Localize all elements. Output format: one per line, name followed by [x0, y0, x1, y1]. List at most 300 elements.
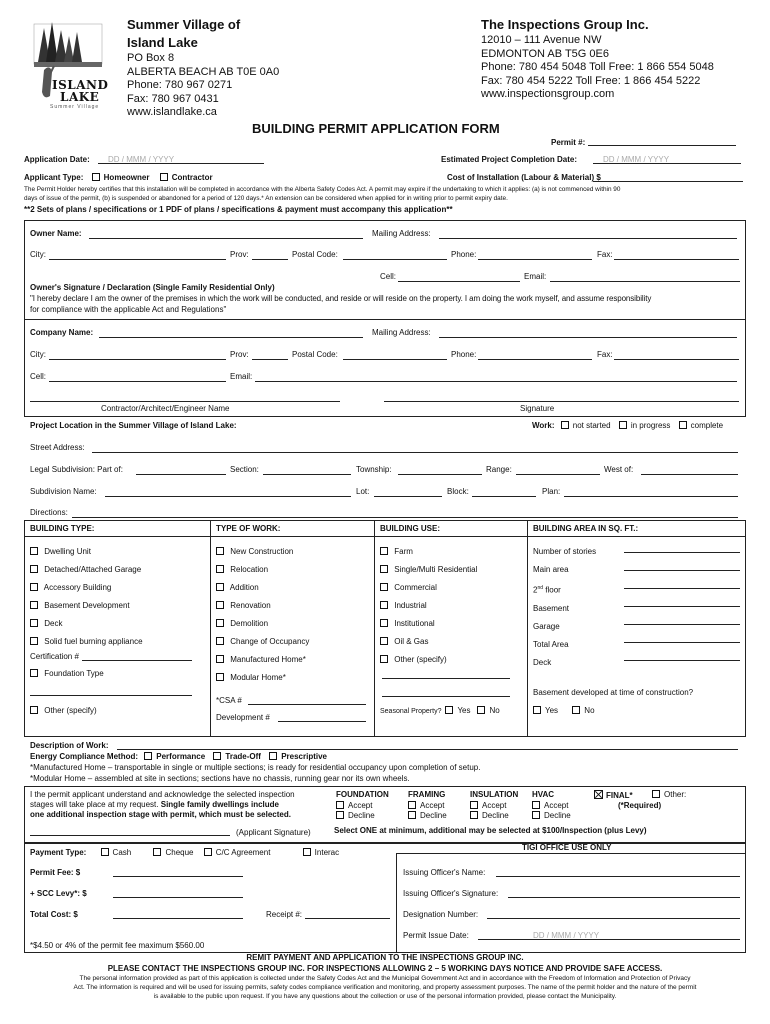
grid-col-line: [374, 520, 375, 736]
other-specify-label: Other (specify): [44, 706, 97, 715]
hvac-header: HVAC: [532, 790, 555, 799]
municipality-name-line1: Summer Village of: [127, 17, 241, 32]
oil-gas-checkbox[interactable]: [380, 637, 388, 645]
commercial-checkbox[interactable]: [380, 583, 388, 591]
grid-right-border: [745, 520, 746, 736]
company-prov-label: Prov:: [230, 350, 249, 359]
basement-area-field[interactable]: [624, 606, 740, 607]
development-label: Development #: [216, 713, 270, 722]
garage-area-label: Garage: [533, 621, 560, 631]
list-item[interactable]: [380, 651, 477, 669]
section-label: Section:: [230, 465, 259, 474]
building-area-list: [533, 543, 596, 672]
signature-caption: Signature: [520, 404, 555, 413]
grid-bottom-line: [24, 736, 746, 737]
company-prov-field[interactable]: [252, 359, 288, 360]
seasonal-yes-checkbox[interactable]: [445, 706, 453, 714]
owner-phone-label: Phone:: [451, 250, 477, 259]
foundation-decline-checkbox[interactable]: [336, 811, 344, 819]
owner-declaration-line1: "I hereby declare I am the owner of the premises in which the work will be conducted, and reside or will reside on the property. I am doing the work myself, and assume responsibility: [30, 294, 652, 303]
relocation-label: Relocation: [230, 565, 269, 574]
payment-type-row: [30, 848, 339, 857]
company-mailing-field[interactable]: [439, 337, 737, 338]
other-inspection-checkbox[interactable]: [652, 790, 660, 798]
list-item[interactable]: [380, 543, 477, 561]
cheque-label: Cheque: [165, 848, 194, 857]
company-email-field[interactable]: [255, 381, 737, 382]
trade-off-checkbox[interactable]: [213, 752, 221, 760]
foundation-accept-checkbox[interactable]: [336, 801, 344, 809]
issuing-officer-label: Issuing Officer's Name:: [403, 868, 486, 877]
csa-label: *CSA #: [216, 696, 242, 705]
homeowner-label: Homeowner: [103, 173, 150, 182]
performance-checkbox[interactable]: [144, 752, 152, 760]
list-item[interactable]: [380, 597, 477, 615]
cash-checkbox[interactable]: [101, 848, 109, 856]
institutional-checkbox[interactable]: [380, 619, 388, 627]
grid-top-line: [24, 520, 746, 521]
deck-area-label: Deck: [533, 657, 552, 667]
owner-fax-field[interactable]: [614, 259, 739, 260]
privacy-notice-line3: is available to the public upon request. If you have any questions about the collection or use of the personal information provided, please contact the Municipality.: [153, 993, 617, 1000]
company-mailing-label: Mailing Address:: [372, 328, 431, 337]
foundation-type-checkbox[interactable]: [30, 669, 38, 677]
fax-line: Fax: 780 454 5222 Toll Free: 1 866 454 5222: [481, 74, 701, 87]
contractor-checkbox[interactable]: [160, 173, 168, 181]
second-floor-suffix: nd: [537, 585, 544, 591]
change-occupancy-label: Change of Occupancy: [230, 637, 310, 646]
designation-number-field[interactable]: [487, 918, 740, 919]
number-of-stories-label: Number of stories: [533, 547, 597, 556]
municipality-address: [127, 52, 279, 120]
list-item[interactable]: [380, 579, 477, 597]
owner-declaration-line2: for compliance with the applicable Act and Regulations": [30, 305, 227, 314]
seasonal-property-label: Seasonal Property?: [380, 708, 442, 715]
demolition-checkbox[interactable]: [216, 619, 224, 627]
address-line: 12010 – 111 Avenue NW: [481, 34, 602, 46]
energy-compliance-row: [30, 752, 327, 761]
building-use-list: [380, 543, 477, 669]
accessory-building-checkbox[interactable]: [30, 583, 38, 591]
framing-accept-checkbox[interactable]: [408, 801, 416, 809]
modular-home-label: Modular Home*: [230, 673, 286, 682]
complete-label: complete: [690, 421, 724, 430]
dwelling-unit-label: Dwelling Unit: [44, 547, 91, 556]
manufactured-home-label: Manufactured Home*: [230, 655, 306, 664]
second-floor-field[interactable]: [624, 588, 740, 589]
fax-line: Fax: 780 967 0431: [127, 92, 219, 105]
other-specify-checkbox[interactable]: [30, 706, 38, 714]
energy-compliance-label: Energy Compliance Method:: [30, 752, 139, 761]
scc-levy-label: + SCC Levy*: $: [30, 889, 87, 898]
permit-issue-date-underline: [478, 939, 740, 940]
foundation-header: FOUNDATION: [336, 790, 389, 799]
installation-cost-field[interactable]: [593, 181, 743, 182]
accessory-building-label: Accessory Building: [43, 583, 112, 592]
work-status-label: Work:: [532, 421, 555, 430]
description-label: Description of Work:: [30, 741, 109, 750]
seasonal-yes-label: Yes: [457, 706, 471, 715]
basement-development-label: Basement Development: [44, 601, 130, 610]
range-label: Range:: [486, 465, 512, 474]
payment-type-label: Payment Type:: [30, 848, 87, 857]
basement-yes-checkbox[interactable]: [533, 706, 541, 714]
in-progress-checkbox[interactable]: [619, 421, 627, 429]
company-cell-label: Cell:: [30, 372, 47, 381]
list-item[interactable]: [216, 543, 309, 561]
contractor-label: Contractor: [171, 173, 213, 182]
industrial-checkbox[interactable]: [380, 601, 388, 609]
company-postal-field[interactable]: [343, 359, 447, 360]
owner-mailing-label: Mailing Address:: [372, 229, 431, 238]
plans-note: **2 Sets of plans / specifications or 1 PDF of plans / specifications & payment must accompany this application**: [24, 205, 453, 214]
company-email-label: Email:: [230, 372, 253, 381]
list-item[interactable]: [30, 543, 143, 561]
inspections-group-name: The Inspections Group Inc.: [481, 17, 649, 32]
list-item[interactable]: [216, 597, 309, 615]
township-field[interactable]: [398, 474, 482, 475]
in-progress-label: in progress: [630, 421, 671, 430]
plan-label: Plan:: [542, 487, 561, 496]
privacy-notice-line1: The personal information provided as part of this application is collected under the Safety Codes Act and the Municipal Government Act and in accordance with the Freedom of Information and Protection of Privacy: [79, 975, 691, 982]
legal-subdivision-label: Legal Subdivision: Part of:: [30, 465, 123, 474]
owner-fax-label: Fax:: [597, 250, 613, 259]
work-status-row: [532, 421, 723, 430]
farm-checkbox[interactable]: [380, 547, 388, 555]
completion-date-label: Estimated Project Completion Date:: [441, 155, 578, 164]
designation-number-label: Designation Number:: [403, 910, 479, 919]
company-fax-field[interactable]: [614, 359, 739, 360]
permit-number-label: Permit #:: [551, 138, 586, 147]
inspection-selection-note: Select ONE at minimum, additional may be selected at $100/Inspection (plus Levy): [334, 826, 647, 835]
use-other-line2[interactable]: [382, 696, 510, 697]
list-item[interactable]: [30, 561, 143, 579]
owner-prov-label: Prov:: [230, 250, 249, 259]
foundation-accept-label: Accept: [348, 801, 373, 810]
basement-yes-label: Yes: [545, 706, 559, 715]
owner-email-field[interactable]: [550, 281, 740, 282]
foundation-type-item[interactable]: [30, 669, 104, 678]
solid-fuel-checkbox[interactable]: [30, 637, 38, 645]
foundation-type-label: Foundation Type: [44, 669, 104, 678]
csa-field[interactable]: [248, 704, 366, 705]
list-item[interactable]: [216, 651, 309, 669]
company-city-field[interactable]: [49, 359, 226, 360]
divider: [24, 416, 746, 417]
list-item[interactable]: [30, 597, 143, 615]
required-note: (*Required): [618, 801, 662, 810]
company-phone-field[interactable]: [478, 359, 592, 360]
building-use-header: BUILDING USE:: [380, 524, 440, 533]
directions-label: Directions:: [30, 508, 68, 517]
lot-field[interactable]: [374, 496, 442, 497]
office-divider: [396, 853, 397, 953]
website-link[interactable]: www.inspectionsgroup.com: [481, 88, 615, 100]
residential-label: Single/Multi Residential: [394, 565, 478, 574]
prescriptive-checkbox[interactable]: [269, 752, 277, 760]
permit-issue-date-label: Permit Issue Date:: [403, 931, 469, 940]
insulation-decline-checkbox[interactable]: [470, 811, 478, 819]
owner-phone-field[interactable]: [478, 259, 592, 260]
permit-fee-field[interactable]: [113, 876, 243, 877]
second-floor-label: [533, 579, 596, 600]
application-date-field[interactable]: DD / MMM / YYYY: [108, 155, 175, 164]
address-line: EDMONTON AB T5G 0E6: [481, 47, 609, 60]
street-address-field[interactable]: [92, 452, 738, 453]
directions-field[interactable]: [72, 517, 738, 518]
logo-tagline: Summer Village: [50, 104, 100, 110]
basement-developed-row: [533, 706, 595, 715]
inspection-acknowledge-line3: one additional inspection stage with permit, which must be selected.: [30, 810, 291, 819]
permit-issue-date-field[interactable]: DD / MMM / YYYY: [533, 931, 600, 940]
insulation-accept-checkbox[interactable]: [470, 801, 478, 809]
contractor-name-field[interactable]: [30, 401, 340, 402]
basement-no-label: No: [584, 706, 595, 715]
seasonal-no-label: No: [489, 706, 500, 715]
new-construction-checkbox[interactable]: [216, 547, 224, 555]
grid-col-line: [210, 520, 211, 736]
final-inspection: [594, 790, 633, 800]
not-started-label: not started: [572, 421, 611, 430]
solid-fuel-label: Solid fuel burning appliance: [44, 637, 143, 646]
deck-checkbox[interactable]: [30, 619, 38, 627]
performance-label: Performance: [156, 752, 206, 761]
development-field[interactable]: [278, 721, 366, 722]
owner-postal-field[interactable]: [343, 259, 447, 260]
basement-label: Basement: [533, 603, 570, 613]
commercial-label: Commercial: [394, 583, 437, 592]
certification-label: Certification #: [30, 652, 79, 661]
relocation-checkbox[interactable]: [216, 565, 224, 573]
grid-header-line: [24, 536, 746, 537]
change-occupancy-checkbox[interactable]: [216, 637, 224, 645]
township-label: Township:: [356, 465, 392, 474]
complete-checkbox[interactable]: [679, 421, 687, 429]
hvac-accept-checkbox[interactable]: [532, 801, 540, 809]
total-area-label: Total Area: [533, 639, 569, 649]
west-of-field[interactable]: [641, 474, 738, 475]
garage-area-field[interactable]: [624, 624, 740, 625]
officer-signature-field[interactable]: [508, 897, 740, 898]
website-link[interactable]: www.islandlake.ca: [127, 106, 217, 118]
plan-field[interactable]: [564, 496, 738, 497]
type-of-work-list: [216, 543, 309, 687]
inspections-group-address: [481, 34, 714, 102]
cheque-checkbox[interactable]: [153, 848, 161, 856]
phone-line: Phone: 780 454 5048 Toll Free: 1 866 554 5048: [481, 61, 714, 73]
trade-off-label: Trade-Off: [225, 752, 261, 761]
list-item[interactable]: [30, 633, 143, 651]
subdivision-name-field[interactable]: [105, 496, 351, 497]
municipality-name-line2: Island Lake: [127, 35, 198, 50]
new-construction-label: New Construction: [230, 547, 294, 556]
inspection-ack-bold: Single family dwellings include: [160, 800, 279, 809]
logo-word-lake: LAKE: [60, 90, 100, 104]
addition-label: Addition: [229, 583, 259, 592]
owner-prov-field[interactable]: [252, 259, 288, 260]
industrial-label: Industrial: [394, 601, 427, 610]
hvac-decline-checkbox[interactable]: [532, 811, 540, 819]
insulation-decline-label: Decline: [482, 811, 509, 820]
company-phone-label: Phone:: [451, 350, 477, 359]
owner-name-label: Owner Name:: [30, 229, 82, 238]
list-item[interactable]: [216, 669, 309, 687]
range-field[interactable]: [516, 474, 600, 475]
scc-levy-field[interactable]: [113, 897, 243, 898]
application-date-label: Application Date:: [24, 155, 90, 164]
company-cell-field[interactable]: [49, 381, 226, 382]
framing-decline-checkbox[interactable]: [408, 811, 416, 819]
application-date-underline: [98, 163, 264, 164]
other-specify-item[interactable]: [30, 706, 97, 715]
company-postal-label: Postal Code:: [292, 350, 338, 359]
addition-checkbox[interactable]: [216, 583, 224, 591]
completion-date-underline: [593, 163, 741, 164]
cc-agreement-checkbox[interactable]: [204, 848, 212, 856]
basement-development-checkbox[interactable]: [30, 601, 38, 609]
permit-fee-label: Permit Fee: $: [30, 868, 81, 877]
permit-notice-line1: The Permit Holder hereby certifies that this installation will be completed in accordance with the Alberta Safety Codes Act. A permit may expire if the undertaking to which it applies: (a) is not commenced within 90: [24, 186, 621, 193]
list-item[interactable]: [380, 561, 477, 579]
list-item[interactable]: [216, 615, 309, 633]
section-field[interactable]: [263, 474, 351, 475]
block-label: Block:: [447, 487, 469, 496]
owner-city-label: City:: [30, 250, 46, 259]
phone-line: Phone: 780 967 0271: [127, 79, 233, 91]
final-checkbox-checked[interactable]: [594, 790, 603, 799]
description-field[interactable]: [117, 749, 738, 750]
total-cost-field[interactable]: [113, 918, 243, 919]
owner-city-field[interactable]: [49, 259, 226, 260]
company-name-field[interactable]: [99, 337, 363, 338]
subdivision-name-label: Subdivision Name:: [30, 487, 97, 496]
garage-label: Detached/Attached Garage: [44, 565, 142, 574]
installation-cost-label: Cost of Installation (Labour & Material) $: [447, 173, 601, 182]
deck-label: Deck: [44, 619, 63, 628]
list-item[interactable]: [216, 561, 309, 579]
owner-declaration-title: Owner's Signature / Declaration (Single Family Residential Only): [30, 283, 275, 292]
prescriptive-label: Prescriptive: [281, 752, 328, 761]
framing-decline-label: Decline: [420, 811, 447, 820]
framing-accept-label: Accept: [420, 801, 445, 810]
legal-subdivision-field[interactable]: [136, 474, 226, 475]
framing-options: [408, 801, 447, 821]
renovation-label: Renovation: [230, 601, 271, 610]
issuing-officer-field[interactable]: [496, 876, 740, 877]
basement-developed-question: Basement developed at time of construction?: [533, 688, 694, 697]
main-area-label: Main area: [533, 565, 569, 574]
receipt-field[interactable]: [305, 918, 390, 919]
list-item[interactable]: [380, 633, 477, 651]
applicant-signature-caption: (Applicant Signature): [236, 828, 311, 837]
seasonal-no-checkbox[interactable]: [477, 706, 485, 714]
owner-name-field[interactable]: [89, 238, 363, 239]
contractor-signature-field[interactable]: [384, 401, 739, 402]
building-type-header: BUILDING TYPE:: [30, 524, 95, 533]
total-cost-label: Total Cost: $: [30, 910, 78, 919]
west-of-label: West of:: [604, 465, 634, 474]
list-item[interactable]: [380, 615, 477, 633]
address-line: PO Box 8: [127, 52, 175, 64]
main-area-field[interactable]: [624, 570, 740, 571]
deck-area-field[interactable]: [624, 660, 740, 661]
lot-label: Lot:: [356, 487, 370, 496]
foundation-options: [336, 801, 375, 821]
insulation-accept-label: Accept: [482, 801, 507, 810]
other-inspection-label: Other:: [664, 790, 687, 799]
remit-payment-line: REMIT PAYMENT AND APPLICATION TO THE INSPECTIONS GROUP INC.: [246, 953, 524, 962]
framing-header: FRAMING: [408, 790, 446, 799]
foundation-decline-label: Decline: [348, 811, 375, 820]
other-inspection: [652, 790, 686, 799]
modular-home-checkbox[interactable]: [216, 673, 224, 681]
insulation-header: INSULATION: [470, 790, 519, 799]
seasonal-property-row: [380, 706, 500, 715]
demolition-label: Demolition: [230, 619, 269, 628]
dwelling-unit-checkbox[interactable]: [30, 547, 38, 555]
owner-mailing-field[interactable]: [439, 238, 737, 239]
use-other-line1[interactable]: [382, 678, 510, 679]
completion-date-field[interactable]: DD / MMM / YYYY: [603, 155, 670, 164]
address-line: ALBERTA BEACH AB T0E 0A0: [127, 65, 280, 78]
manufactured-home-checkbox[interactable]: [216, 655, 224, 663]
applicant-type-label: Applicant Type:: [24, 173, 84, 182]
inspection-ack-text: stages will take place at my request.: [30, 800, 161, 809]
modular-home-note: *Modular Home – assembled at site in sections; sections have no chassis, running gear nor its own wheels.: [30, 774, 410, 783]
officer-signature-label: Issuing Officer's Signature:: [403, 889, 499, 898]
project-location-label: Project Location in the Summer Village of Island Lake:: [30, 421, 237, 430]
use-other-checkbox[interactable]: [380, 655, 388, 663]
basement-no-checkbox[interactable]: [572, 706, 580, 714]
list-item[interactable]: [30, 615, 143, 633]
cc-agreement-label: C/C Agreement: [215, 848, 271, 857]
certification-field[interactable]: [82, 660, 192, 661]
farm-label: Farm: [394, 547, 413, 556]
building-area-header: BUILDING AREA IN SQ. FT.:: [533, 524, 639, 533]
garage-checkbox[interactable]: [30, 565, 38, 573]
number-of-stories-field[interactable]: [624, 552, 740, 553]
building-type-other-line[interactable]: [30, 695, 192, 696]
grid-left-border: [24, 520, 25, 736]
interac-checkbox[interactable]: [303, 848, 311, 856]
owner-cell-field[interactable]: [398, 281, 520, 282]
residential-checkbox[interactable]: [380, 565, 388, 573]
company-city-label: City:: [30, 350, 46, 359]
contact-inspections-line: PLEASE CONTACT THE INSPECTIONS GROUP INC. FOR INSPECTIONS ALLOWING 2 – 5 WORKING DAYS NOTICE AND PROVIDE SAFE ACCESS.: [107, 964, 663, 973]
interac-label: Interac: [314, 848, 340, 857]
list-item[interactable]: [30, 579, 143, 597]
total-area-field[interactable]: [624, 642, 740, 643]
company-fax-label: Fax:: [597, 350, 613, 359]
renovation-checkbox[interactable]: [216, 601, 224, 609]
applicant-signature-field[interactable]: [30, 835, 230, 836]
second-floor-text: floor: [543, 585, 561, 595]
homeowner-checkbox[interactable]: [92, 173, 100, 181]
levy-note: *$4.50 or 4% of the permit fee maximum $560.00: [30, 941, 205, 950]
block-field[interactable]: [472, 496, 536, 497]
not-started-checkbox[interactable]: [561, 421, 569, 429]
building-type-list: [30, 543, 143, 651]
payment-section: [24, 843, 746, 953]
permit-number-field[interactable]: [588, 145, 736, 146]
office-header-line: [396, 853, 746, 854]
grid-col-line: [527, 520, 528, 736]
owner-postal-label: Postal Code:: [292, 250, 338, 259]
company-name-label: Company Name:: [30, 328, 94, 337]
form-title: BUILDING PERMIT APPLICATION FORM: [252, 121, 500, 136]
list-item[interactable]: [216, 633, 309, 651]
list-item[interactable]: [216, 579, 309, 597]
